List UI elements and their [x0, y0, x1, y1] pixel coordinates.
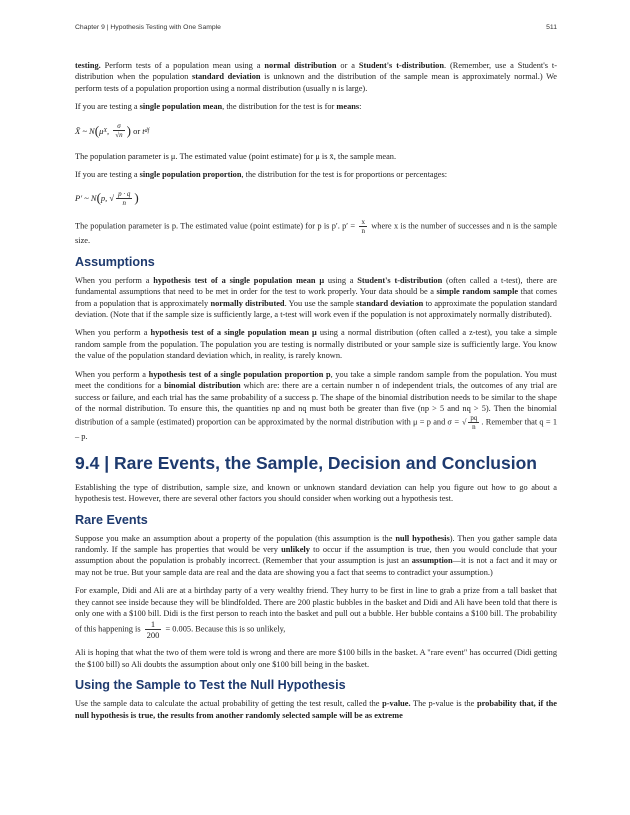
chapter-title: Chapter 9 | Hypothesis Testing with One Sample [75, 24, 221, 31]
paragraph-proportion-parameter: The population parameter is p. The estimated value (point estimate) for p is p′. p′ = $\frac{x}{n}$ where x is the number of successes and n is the sample size. [75, 218, 557, 246]
paragraph-mean-test: If you are testing a single population mean, the distribution for the test is for means: [75, 102, 362, 112]
paragraph-example: For example, Didi and Ali are at a birthday party of a very wealthy friend. They hurry to be first in line to grab a prize from a tall basket that they cannot see inside because they will be blindfolded. There are 200 plastic bubbles in the basket and Didi and Ali have been told that there is only one with a $100 bill. Didi is the first person to reach into the basket and pull out a bubble. Her bubble contains a $100 bill. The probability of this happening is $\frac{1}{200}$ = 0.005. Because this is so unlikely, [75, 586, 557, 641]
formula-mean: X̄ ~ N ( μ X , $\frac{\sigma}{√n}$ ) or t df [75, 122, 150, 140]
paragraph-proportion-test: If you are testing a single population proportion, the distribution for the test is for proportions or percentages: [75, 170, 448, 180]
paragraph-t-test-assumptions: When you perform a hypothesis test of a single population mean μ using a Student's t-distribution (often called a t-test), there are fundamental assumptions that need to be met in order for the test to work properly. Your data should be a simple random sample that comes from a population that is approximately normally distributed. You use the sample standard deviation to approximate the population standard deviation. (Note that if the sample size is sufficiently large, a t-test will work even if the population is not approximately normally distributed). [75, 275, 558, 320]
paragraph-proportion-assumptions: When you perform a hypothesis test of a single population proportion p, you take a simple random sample from the population. You must meet the conditions for a binomial distribution which are: there are a certain number n of independent trials, the outcomes of any trial are success or failure, and each trial has the same probability of a success p. The shape of the binomial distribution needs to be similar to the shape of the normal distribution. To ensure this, the quantities np and nq must both be greater than five (np > 5 and nq > 5). Then the binomial distribution of a sample (estimated) proportion can be approximated by the normal distribution with μ = p and σ = √ $\frac{pq}{n}$ . Remember that q = 1 – p. [75, 369, 557, 442]
paragraph-example-cont: Ali is hoping that what the two of them were told is wrong and there are more $100 bills in the basket. A "rare event" has occurred (Didi getting the $100 bill) so Ali doubts the assumption about only one $100 bill being in the basket. [75, 648, 557, 669]
page-content [75, 60, 557, 728]
paragraph-z-test-assumptions: When you perform a hypothesis test of a single population mean μ using a normal distribution (often called a z-test), you take a simple random sample from the population. The population you are testing is normally distributed or your sample size is sufficiently large. You know the value of the population standard deviation which, in reality, is rarely known. [75, 328, 557, 361]
page-number: 511 [546, 24, 557, 31]
formula-proportion: P′ ~ N ( p , √ $\frac{p \cdot q}{n}$ ) [75, 189, 139, 207]
heading-assumptions: Assumptions [75, 254, 155, 269]
section-heading: 9.4 | Rare Events, the Sample, Decision and Conclusion [75, 452, 537, 473]
paragraph-rare-events: Suppose you make an assumption about a property of the population (this assumption is the null hypothesis). Then you gather sample data randomly. If the sample has properties that would be very unlikely to occur if the assumption is true, then you would conclude that your assumption about the population is probably incorrect. (Remember that your assumption is just an assumption—it is not a fact and it may or may not be true. But your sample data are real and the data are showing you a fact that seems to contradict your assumption.) [75, 533, 558, 577]
paragraph-p-value: Use the sample data to calculate the actual probability of getting the test result, called the p-value. The p-value is the probability that, if the null hypothesis is true, the results from another randomly selected sample will be as extreme [75, 699, 558, 720]
paragraph-intro: testing. Perform tests of a population mean using a normal distribution or a Student's t-distribution. (Remember, use a Student's t-distribution when the population standard deviation is unknown and the distribution of the sample mean is approximately normal.) We perform tests of a population proportion using a normal distribution (usually n is large). [75, 61, 557, 93]
paragraph-mean-parameter: The population parameter is μ. The estimated value (point estimate) for μ is x̄, the sample mean. [75, 151, 397, 161]
heading-rare-events: Rare Events [75, 512, 148, 527]
heading-using-sample: Using the Sample to Test the Null Hypothesis [75, 678, 346, 693]
running-head [75, 24, 557, 31]
paragraph-section-intro: Establishing the type of distribution, sample size, and known or unknown standard deviation can help you figure out how to go about a hypothesis test. However, there are several other factors you should consider when working out a hypothesis test. [75, 482, 557, 504]
